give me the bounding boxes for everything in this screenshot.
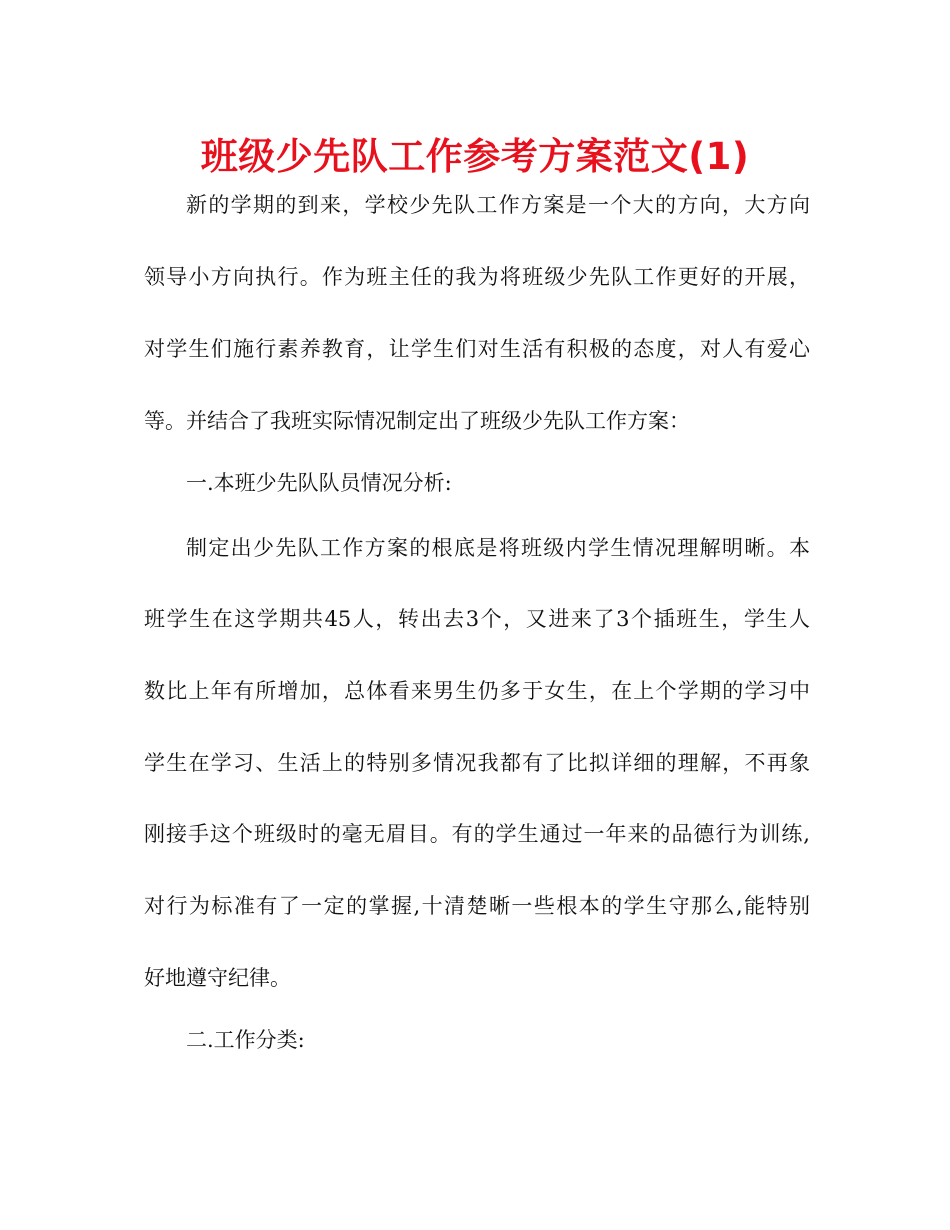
paragraph-line: 制定出少先队工作方案的根底是将班级内学生情况理解明晰。本 bbox=[186, 536, 810, 560]
paragraph-line: 班学生在这学期共45人，转出去3个，又进来了3个插班生，学生人 bbox=[144, 607, 810, 631]
section-heading: 二.工作分类: bbox=[186, 1028, 305, 1052]
paragraph-line: 学生在学习、生活上的特别多情况我都有了比拟详细的理解，不再象 bbox=[144, 751, 810, 775]
paragraph-line: 对行为标准有了一定的掌握,十清楚晰一些根本的学生守那么,能特别 bbox=[144, 894, 810, 918]
paragraph-line: 刚接手这个班级时的毫无眉目。有的学生通过一年来的品德行为训练, bbox=[144, 822, 810, 846]
paragraph-line: 等。并结合了我班实际情况制定出了班级少先队工作方案： bbox=[144, 409, 690, 433]
paragraph-line: 好地遵守纪律。 bbox=[144, 966, 291, 990]
paragraph-line: 新的学期的到来，学校少先队工作方案是一个大的方向，大方向 bbox=[186, 193, 810, 217]
section-heading: 一.本班少先队队员情况分析: bbox=[186, 471, 452, 495]
paragraph-line: 对学生们施行素养教育，让学生们对生活有积极的态度，对人有爱心 bbox=[144, 337, 810, 361]
paragraph-line: 数比上年有所增加，总体看来男生仍多于女生，在上个学期的学习中 bbox=[144, 679, 810, 703]
document-title: 班级少先队工作参考方案范文(1) bbox=[200, 135, 750, 178]
paragraph-line: 领导小方向执行。作为班主任的我为将班级少先队工作更好的开展， bbox=[144, 265, 810, 289]
